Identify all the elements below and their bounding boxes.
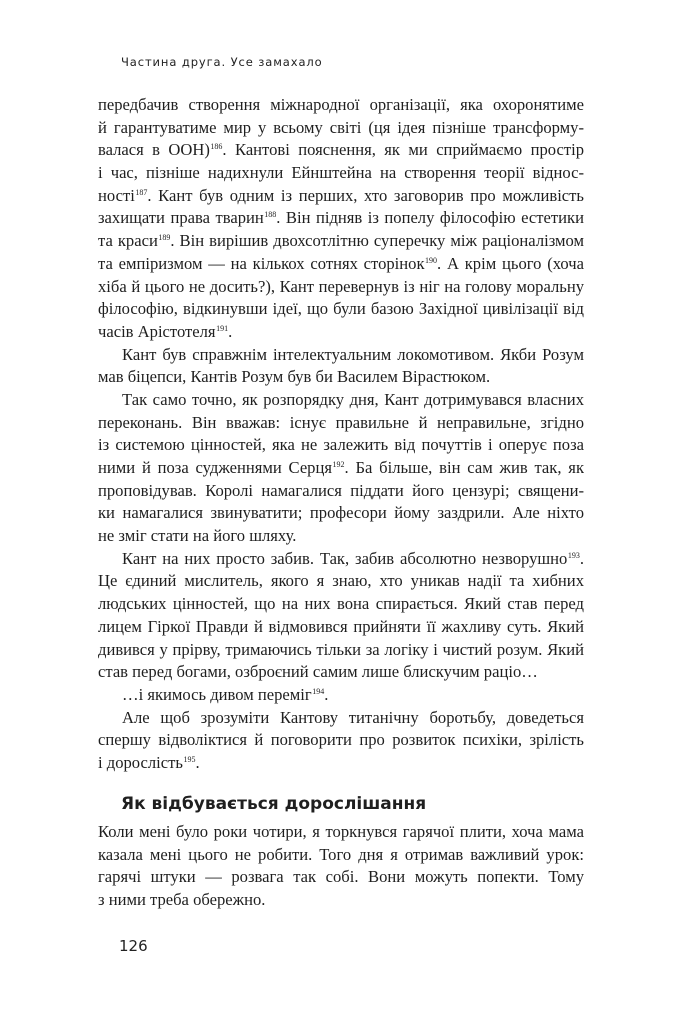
text-run: хіба й цього не досить?), Кант перевернув із ніг на голову моральну xyxy=(98,276,584,296)
text-line xyxy=(98,661,584,684)
text-run: Кант на них просто забив. Так, забив абсолютно незворушно xyxy=(122,548,568,568)
footnote-ref: 190 xyxy=(425,255,438,265)
footnote-ref: 191 xyxy=(216,323,229,333)
text-run: . А крім цього (хоча xyxy=(437,253,584,273)
text-run: . Він підняв із попелу філософію естетики xyxy=(276,208,584,228)
footnote-ref: 188 xyxy=(264,210,277,220)
text-run: й гарантуватиме мир у всьому світі (ця ідея пізніше трансформу- xyxy=(98,117,584,137)
text-run: . xyxy=(228,321,233,341)
text-line xyxy=(98,844,584,867)
text-run: . xyxy=(195,753,200,773)
text-run: . Кант був одним із перших, хто заговорив про можливість xyxy=(147,185,584,205)
text-line xyxy=(98,866,584,889)
text-line xyxy=(98,525,584,548)
text-line xyxy=(98,276,584,299)
text-run: спершу відволіктися й поговорити про розвиток психіки, зрілість xyxy=(98,730,584,750)
text-run: і час, пізніше надихнули Ейнштейна на створення теорії віднос- xyxy=(98,163,584,183)
text-run: лицем Гіркої Правди й відмовився прийняти її жахливу суть. Який xyxy=(98,616,584,636)
text-run: Так само точно, як розпорядку дня, Кант дотримувався власних xyxy=(122,389,584,409)
text-run: . xyxy=(324,684,329,704)
text-run: із системою цінностей, яка не залежить від почуттів і оперує поза xyxy=(98,435,584,455)
text-line xyxy=(98,570,584,593)
footnote-ref: 193 xyxy=(567,550,580,560)
text-line xyxy=(98,548,584,571)
paragraph xyxy=(98,821,584,912)
text-run: переконань. Він вважав: існує правильне й неправильне, згідно xyxy=(98,412,584,432)
body-text xyxy=(98,94,584,775)
text-line xyxy=(98,344,584,367)
text-line xyxy=(98,593,584,616)
text-line xyxy=(98,457,584,480)
text-run: . Ба більше, він сам жив так, як xyxy=(344,458,584,478)
section-body-text xyxy=(98,821,584,912)
text-run: не зміг стати на його шляху. xyxy=(98,526,297,546)
text-line xyxy=(98,185,584,208)
text-run: …і якимось дивом переміг xyxy=(122,684,312,704)
text-line xyxy=(98,616,584,639)
text-run: та емпіризмом — на кількох сотнях сторінок xyxy=(98,253,425,273)
footnote-ref: 186 xyxy=(210,142,223,152)
text-run: Але щоб зрозуміти Кантову титанічну боротьбу, доведеться xyxy=(122,707,584,727)
footnote-ref: 195 xyxy=(183,755,196,765)
text-line xyxy=(98,139,584,162)
paragraph xyxy=(98,684,584,707)
text-run: мав біцепси, Кантів Розум був би Василем Вірастюком. xyxy=(98,367,491,387)
paragraph xyxy=(98,344,584,389)
text-line xyxy=(98,480,584,503)
text-line xyxy=(98,412,584,435)
footnote-ref: 192 xyxy=(332,460,345,470)
paragraph xyxy=(98,94,584,344)
text-run: проповідував. Королі намагалися піддати його цензурі; священи- xyxy=(98,480,584,500)
text-run: Кант був справжнім інтелектуальним локомотивом. Якби Розум xyxy=(122,344,584,364)
text-line xyxy=(98,889,584,912)
section-heading: Як відбувається дорослішання xyxy=(121,794,427,814)
text-run: ності xyxy=(98,185,135,205)
paragraph xyxy=(98,389,584,548)
text-run: та краси xyxy=(98,231,158,251)
text-line xyxy=(98,230,584,253)
text-run: ними й поза судженнями Серця xyxy=(98,458,332,478)
text-run: захищати права тварин xyxy=(98,208,264,228)
text-line xyxy=(98,729,584,752)
text-run: і дорослість xyxy=(98,753,183,773)
text-line xyxy=(98,117,584,140)
text-run: Це єдиний мислитель, якого я знаю, хто уникав надії та хибних xyxy=(98,571,584,591)
footnote-ref: 194 xyxy=(312,686,325,696)
text-run: з ними треба обережно. xyxy=(98,890,266,910)
footnote-ref: 189 xyxy=(158,233,171,243)
text-line xyxy=(98,502,584,525)
footnote-ref: 187 xyxy=(135,187,148,197)
text-run: людських цінностей, що на них вона спирається. Який став перед xyxy=(98,594,584,614)
text-run: передбачив створення міжнародної організації, яка охоронятиме xyxy=(98,95,584,114)
text-line xyxy=(98,752,584,775)
text-line xyxy=(98,434,584,457)
text-run: казала мені цього не робити. Того дня я отримав важливий урок: xyxy=(98,844,584,864)
text-line xyxy=(98,253,584,276)
text-line xyxy=(98,821,584,844)
page-number: 126 xyxy=(119,937,148,955)
text-run: ки намагалися звинуватити; професори йому заздрили. Але ніхто xyxy=(98,503,584,523)
text-line xyxy=(98,207,584,230)
text-line xyxy=(98,162,584,185)
text-line xyxy=(98,321,584,344)
text-line xyxy=(98,707,584,730)
paragraph xyxy=(98,707,584,775)
text-run: . Він вирішив двохсотлітню суперечку між раціоналізмом xyxy=(170,231,584,251)
text-run: . Кантові пояснення, як ми сприймаємо простір xyxy=(222,140,584,160)
text-run: став перед богами, озброєний самим лише блискучим раціо… xyxy=(98,662,538,682)
text-run: Коли мені було роки чотири, я торкнувся гарячої плити, хоча мама xyxy=(98,822,584,841)
text-line xyxy=(98,684,584,707)
text-run: дивився у прірву, тримаючись тільки за логіку і чистий розум. Який xyxy=(98,639,584,659)
paragraph xyxy=(98,548,584,684)
text-line xyxy=(98,639,584,662)
text-line xyxy=(98,94,584,117)
text-run: часів Арістотеля xyxy=(98,321,216,341)
text-line xyxy=(98,298,584,321)
running-header: Частина друга. Усе замахало xyxy=(121,55,323,69)
text-line xyxy=(98,389,584,412)
text-run: валася в ООН) xyxy=(98,140,210,160)
text-run: . xyxy=(579,548,584,568)
text-run: філософію, відкинувши ідеї, що були базою Західної цивілізації від xyxy=(98,299,584,319)
text-line xyxy=(98,366,584,389)
text-run: гарячі штуки — розвага так собі. Вони можуть попекти. Тому xyxy=(98,867,584,887)
